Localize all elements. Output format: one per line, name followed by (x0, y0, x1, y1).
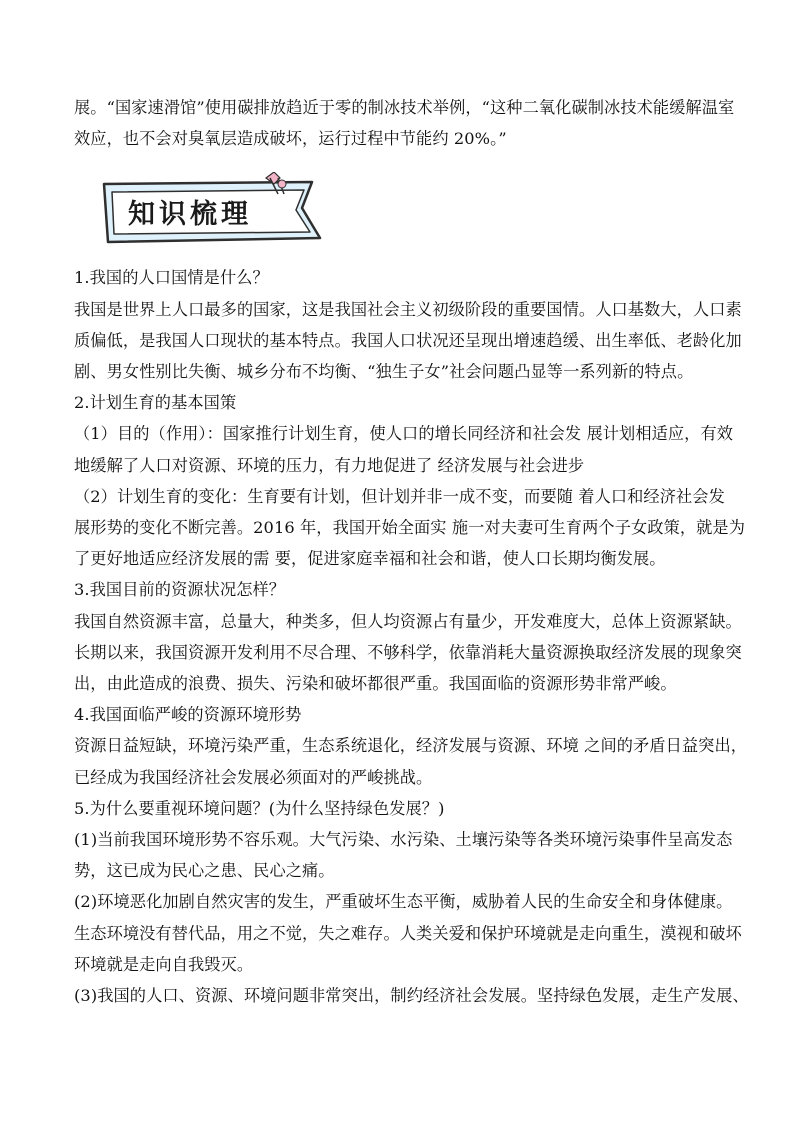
text-line: （1）目的（作用）：国家推行计划生育，使人口的增长同经济和社会发 展计划相适应，有效 (74, 424, 734, 444)
text-line: 3.我国目前的资源状况怎样？ (74, 580, 286, 600)
text-line: （2）计划生育的变化：生育要有计划，但计划并非一成不变，而要随 着人口和经济社会发 (74, 486, 725, 506)
text-line: 1.我国的人口国情是什么？ (74, 268, 269, 288)
text-line: 展。“国家速滑馆”使用碳排放趋近于零的制冰技术举例，“这种二氧化碳制冰技术能缓解温室 (74, 98, 735, 117)
body-text (74, 262, 749, 1011)
text-line: 势，这已成为民心之患、民心之痛。 (74, 861, 335, 881)
text-line: 2.计划生育的基本国策 (74, 393, 237, 413)
text-line: 剧、男女性别比失衡、城乡分布不均衡、“独生子女”社会问题凸显等一系列新的特点。 (74, 362, 694, 382)
text-line: 效应，也不会对臭氧层造成破坏，运行过程中节能约 20%。” (74, 129, 507, 149)
text-line: 出，由此造成的浪费、损失、污染和破坏都很严重。我国面临的资源形势非常严峻。 (74, 674, 677, 694)
text-line: 我国自然资源丰富，总量大，种类多，但人均资源占有量少，开发难度大，总体上资源紧缺。 (74, 611, 742, 631)
text-line: 资源日益短缺，环境污染严重，生态系统退化，经济发展与资源、环境 之间的矛盾日益突出， (74, 736, 748, 756)
text-line: (3)我国的人口、资源、环境问题非常突出，制约经济社会发展。坚持绿色发展，走生产发展、 (74, 986, 749, 1006)
section-title: 知识梳理 (128, 199, 252, 231)
text-line: 地缓解了人口对资源、环境的压力，有力地促进了 经济发展与社会进步 (74, 455, 585, 475)
text-line: (1)当前我国环境形势不容乐观。大气污染、水污染、土壤污染等各类环境污染事件呈高发态 (74, 830, 733, 850)
text-line: 了更好地适应经济发展的需 要，促进家庭幸福和社会和谐，使人口长期均衡发展。 (74, 549, 666, 569)
text-line: 已经成为我国经济社会发展必须面对的严峻挑战。 (74, 767, 433, 787)
document-page (74, 92, 749, 1011)
text-line: (2)环境恶化加剧自然灾害的发生，严重破坏生态平衡，威胁着人民的生命安全和身体健康。 (74, 892, 733, 912)
text-line: 4.我国面临严峻的资源环境形势 (74, 705, 302, 725)
text-line: 长期以来，我国资源开发利用不尽合理、不够科学，依靠消耗大量资源换取经济发展的现象突 (74, 642, 742, 662)
text-line: 环境就是走向自我毁灭。 (74, 954, 254, 974)
text-line: 我国是世界上人口最多的国家，这是我国社会主义初级阶段的重要国情。人口基数大，人口素 (74, 299, 742, 319)
text-line: 生态环境没有替代品，用之不觉，失之难存。人类关爱和保护环境就是走向重生，漠视和破坏 (74, 923, 742, 943)
text-line: 5.为什么要重视环境问题？(为什么坚持绿色发展？) (74, 798, 445, 818)
intro-paragraph (74, 92, 734, 154)
section-banner (98, 172, 328, 248)
text-line: 展形势的变化不断完善。2016 年，我国开始全面实 施一对夫妻可生育两个子女政策，就是为 (74, 518, 746, 538)
text-line: 质偏低，是我国人口现状的基本特点。我国人口状况还呈现出增速趋缓、出生率低、老龄化加 (74, 330, 742, 350)
